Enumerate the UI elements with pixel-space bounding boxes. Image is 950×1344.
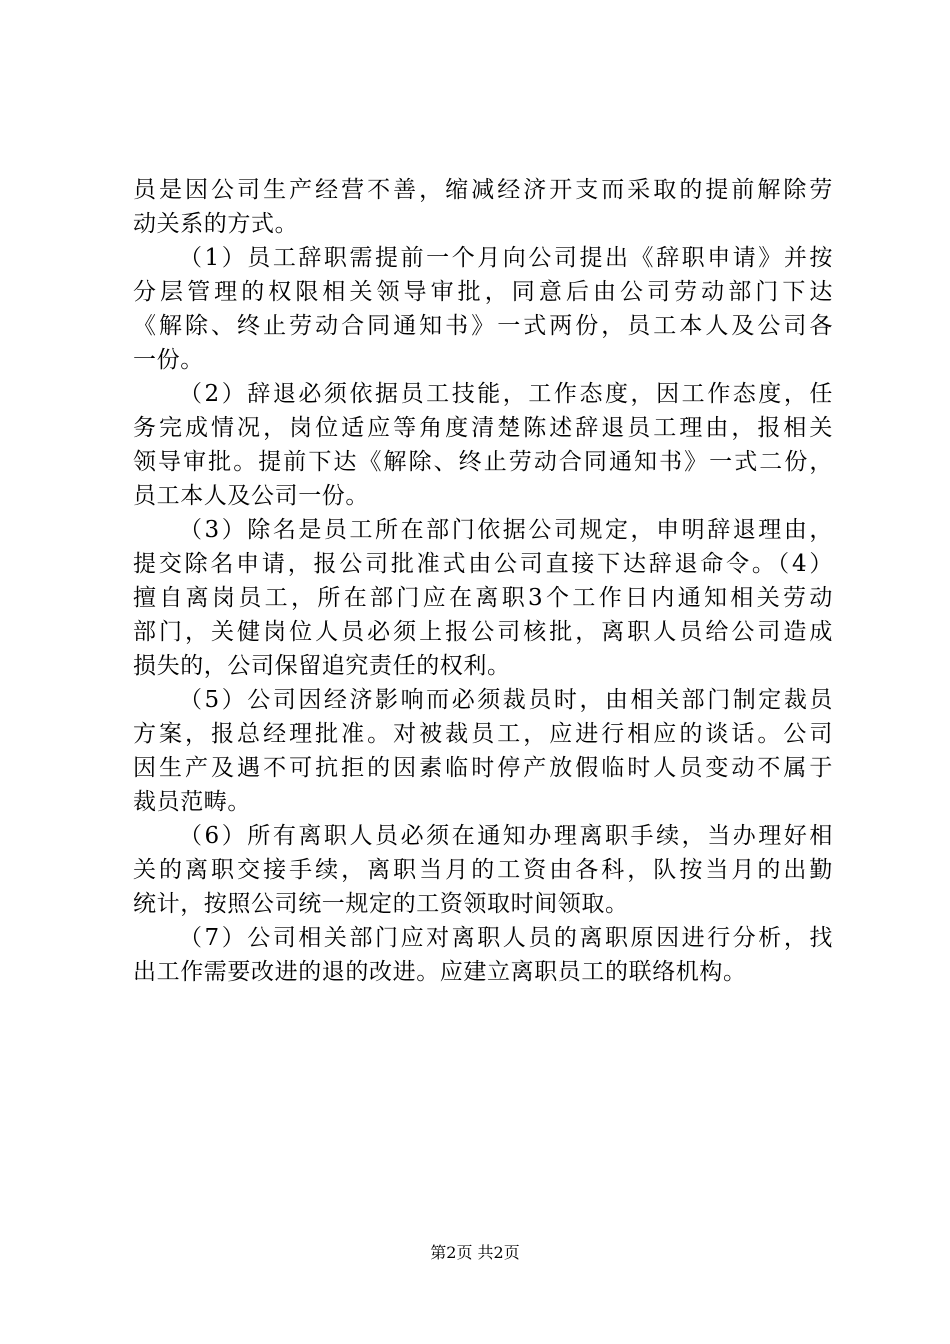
document-body [133, 173, 833, 989]
paragraph-5-start: （5）公司因经济影响而必须裁员时，由相关部门制定裁员 [179, 687, 833, 713]
text-line: 员工本人及公司一份。 [133, 483, 369, 509]
text-line: 损失的，公司保留追究责任的权利。 [133, 653, 511, 679]
text-line: 因生产及遇不可抗拒的因素临时停产放假临时人员变动不属于 [133, 755, 833, 781]
text-line: 《解除、终止劳动合同通知书》一式两份，员工本人及公司各 [133, 313, 833, 339]
text-line: 员是因公司生产经营不善，缩减经济开支而采取的提前解除劳 [133, 177, 833, 203]
text-line: 擅自离岗员工，所在部门应在离职3个工作日内通知相关劳动 [133, 585, 833, 611]
text-line: 关的离职交接手续，离职当月的工资由各科，队按当月的出勤 [133, 857, 833, 883]
page-number-footer: 第2页 共2页 [430, 1243, 520, 1262]
paragraph-3-start: （3）除名是员工所在部门依据公司规定，申明辞退理由， [179, 517, 833, 543]
text-line: 领导审批。提前下达《解除、终止劳动合同通知书》一式二份， [133, 449, 833, 475]
paragraph-6-start: （6）所有离职人员必须在通知办理离职手续，当办理好相 [179, 823, 833, 849]
text-line: 出工作需要改进的退的改进。应建立离职员工的联络机构。 [133, 959, 747, 985]
text-line: 方案，报总经理批准。对被裁员工，应进行相应的谈话。公司 [133, 721, 833, 747]
text-line: 务完成情况，岗位适应等角度清楚陈述辞退员工理由，报相关 [133, 415, 833, 441]
paragraph-7-start: （7）公司相关部门应对离职人员的离职原因进行分析，找 [179, 925, 833, 951]
text-line: 裁员范畴。 [133, 789, 251, 815]
text-line: 分层管理的权限相关领导审批，同意后由公司劳动部门下达 [133, 279, 833, 305]
paragraph-2-start: （2）辞退必须依据员工技能，工作态度，因工作态度，任 [179, 381, 833, 407]
text-line: 统计，按照公司统一规定的工资领取时间领取。 [133, 891, 629, 917]
paragraph-1-start: （1）员工辞职需提前一个月向公司提出《辞职申请》并按 [179, 245, 833, 271]
text-line: 一份。 [133, 347, 204, 373]
text-line: 部门，关健岗位人员必须上报公司核批，离职人员给公司造成 [133, 619, 833, 645]
text-line: 提交除名申请，报公司批准式由公司直接下达辞退命令。（4） [133, 551, 833, 577]
text-line: 动关系的方式。 [133, 211, 299, 237]
